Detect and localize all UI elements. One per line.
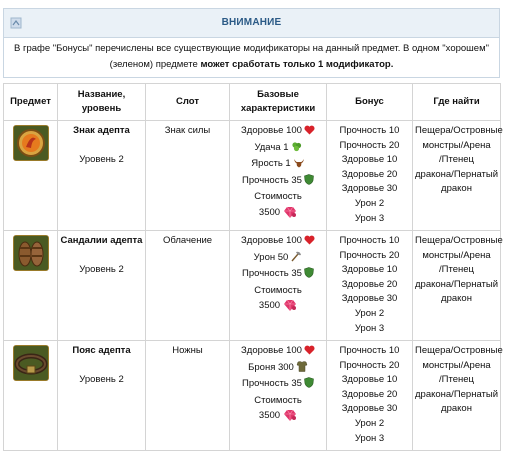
bonus-item: Прочность 20	[339, 249, 400, 261]
ruby-gem-icon	[283, 298, 297, 312]
where-line: дракона/Пернатый	[415, 278, 499, 290]
item-where-cell	[413, 341, 501, 451]
header-item: Предмет	[4, 84, 58, 121]
item-stats-cell	[230, 341, 327, 451]
bonus-item: Здоровье 30	[341, 183, 398, 195]
cost-label: Стоимость	[254, 284, 302, 296]
bonus-item: Здоровье 10	[341, 264, 398, 276]
notice-text-bold: может сработать только 1 модификатор.	[200, 59, 394, 70]
header-slot: Слот	[146, 84, 230, 121]
base-stat: Прочность 35	[232, 377, 324, 394]
bonus-item: Прочность 20	[339, 359, 400, 371]
bonus-item: Урон 2	[354, 307, 385, 319]
item-image-cell	[4, 231, 58, 341]
where-line: Пещера/Островные	[415, 125, 503, 136]
bonus-item: Урон 3	[354, 212, 385, 224]
clover-icon	[291, 141, 302, 158]
where-line: Пещера/Островные	[415, 235, 503, 246]
where-line: /Птенец	[439, 264, 474, 276]
heart-icon	[304, 235, 315, 251]
bonus-item: Здоровье 30	[341, 293, 398, 305]
belt-icon[interactable]	[13, 345, 49, 381]
base-stat: Урон 50	[232, 251, 324, 268]
where-line: /Птенец	[439, 154, 474, 166]
item-level: Уровень 2	[79, 373, 124, 385]
bonus-item: Здоровье 20	[341, 278, 398, 290]
base-stat: Удача 1	[232, 141, 324, 158]
item-name[interactable]: Пояс адепта	[72, 345, 131, 356]
header-where: Где найти	[413, 84, 501, 121]
cost-label: Стоимость	[254, 394, 302, 406]
base-stat: Здоровье 100	[232, 234, 324, 251]
item-where-cell	[413, 121, 501, 231]
notice-text-main: В графе "Бонусы" перечислены все существующие модификаторы на данный предмет. В одном "хорошем" (зеленом) предмете	[14, 43, 489, 70]
sign-amulet-icon[interactable]	[13, 125, 49, 161]
item-name[interactable]: Знак адепта	[73, 125, 130, 136]
where-line: дракон	[441, 183, 472, 195]
item-stats-cell	[230, 121, 327, 231]
cost-value: 3500	[232, 408, 324, 424]
bonus-item: Урон 3	[354, 322, 385, 334]
bonus-item: Здоровье 10	[341, 154, 398, 166]
axe-icon	[290, 251, 302, 268]
shield-icon	[304, 377, 314, 394]
ruby-gem-icon	[283, 205, 297, 219]
where-line: дракона/Пернатый	[415, 168, 499, 180]
base-stat: Броня 300	[232, 361, 324, 378]
table-row	[4, 121, 501, 231]
ruby-gem-icon	[283, 408, 297, 422]
cost-value: 3500	[232, 298, 324, 314]
base-stat: Здоровье 100	[232, 124, 324, 141]
items-table	[3, 83, 501, 451]
bonus-item: Урон 2	[354, 197, 385, 209]
where-line: монстры/Арена	[422, 359, 491, 371]
where-line: Пещера/Островные	[415, 345, 503, 356]
shield-icon	[304, 174, 314, 191]
heart-icon	[304, 125, 315, 141]
header-bonus: Бонус	[327, 84, 413, 121]
where-line: /Птенец	[439, 374, 474, 386]
base-stat: Здоровье 100	[232, 344, 324, 361]
item-slot: Облачение	[162, 235, 213, 246]
bonus-item: Здоровье 30	[341, 403, 398, 415]
item-stats-cell	[230, 231, 327, 341]
bonus-item: Здоровье 20	[341, 168, 398, 180]
header-name: Название, уровень	[58, 84, 146, 121]
base-stat: Прочность 35	[232, 174, 324, 191]
bonus-item: Урон 3	[354, 432, 385, 444]
table-row	[4, 231, 501, 341]
where-line: дракон	[441, 293, 472, 305]
table-header-row	[4, 84, 501, 121]
where-line: монстры/Арена	[422, 139, 491, 151]
table-row	[4, 341, 501, 451]
bonus-item: Здоровье 20	[341, 388, 398, 400]
header-base-stats: Базовые характеристики	[230, 84, 327, 121]
item-slot: Знак силы	[164, 125, 211, 136]
heart-icon	[304, 345, 315, 361]
collapse-icon[interactable]	[10, 17, 22, 29]
item-level: Уровень 2	[79, 153, 124, 165]
where-line: дракон	[441, 403, 472, 415]
notice-header	[4, 9, 499, 38]
item-slot-cell	[146, 231, 230, 341]
bonus-item: Здоровье 10	[341, 374, 398, 386]
notice-text	[4, 38, 499, 73]
notice-title: ВНИМАНИЕ	[221, 17, 282, 28]
item-slot-cell	[146, 121, 230, 231]
bonus-item: Урон 2	[354, 417, 385, 429]
item-bonus-cell	[327, 231, 413, 341]
bonus-item: Прочность 10	[339, 345, 400, 356]
armor-icon	[296, 361, 308, 378]
item-name-cell	[58, 231, 146, 341]
item-name[interactable]: Сандалии адепта	[60, 235, 143, 246]
bonus-item: Прочность 20	[339, 139, 400, 151]
notice-box	[3, 8, 500, 78]
where-line: монстры/Арена	[422, 249, 491, 261]
item-name-cell	[58, 121, 146, 231]
cost-label: Стоимость	[254, 191, 302, 203]
item-name-cell	[58, 341, 146, 451]
base-stat: Ярость 1	[232, 157, 324, 174]
item-slot-cell	[146, 341, 230, 451]
item-slot: Ножны	[172, 345, 203, 356]
shield-icon	[304, 267, 314, 284]
sandals-icon[interactable]	[13, 235, 49, 271]
item-bonus-cell	[327, 341, 413, 451]
bonus-item: Прочность 10	[339, 235, 400, 246]
bull-icon	[293, 158, 305, 174]
base-stat: Прочность 35	[232, 267, 324, 284]
item-where-cell	[413, 231, 501, 341]
item-bonus-cell	[327, 121, 413, 231]
cost-value: 3500	[232, 205, 324, 221]
where-line: дракона/Пернатый	[415, 388, 499, 400]
bonus-item: Прочность 10	[339, 125, 400, 136]
item-image-cell	[4, 341, 58, 451]
item-image-cell	[4, 121, 58, 231]
item-level: Уровень 2	[79, 263, 124, 275]
